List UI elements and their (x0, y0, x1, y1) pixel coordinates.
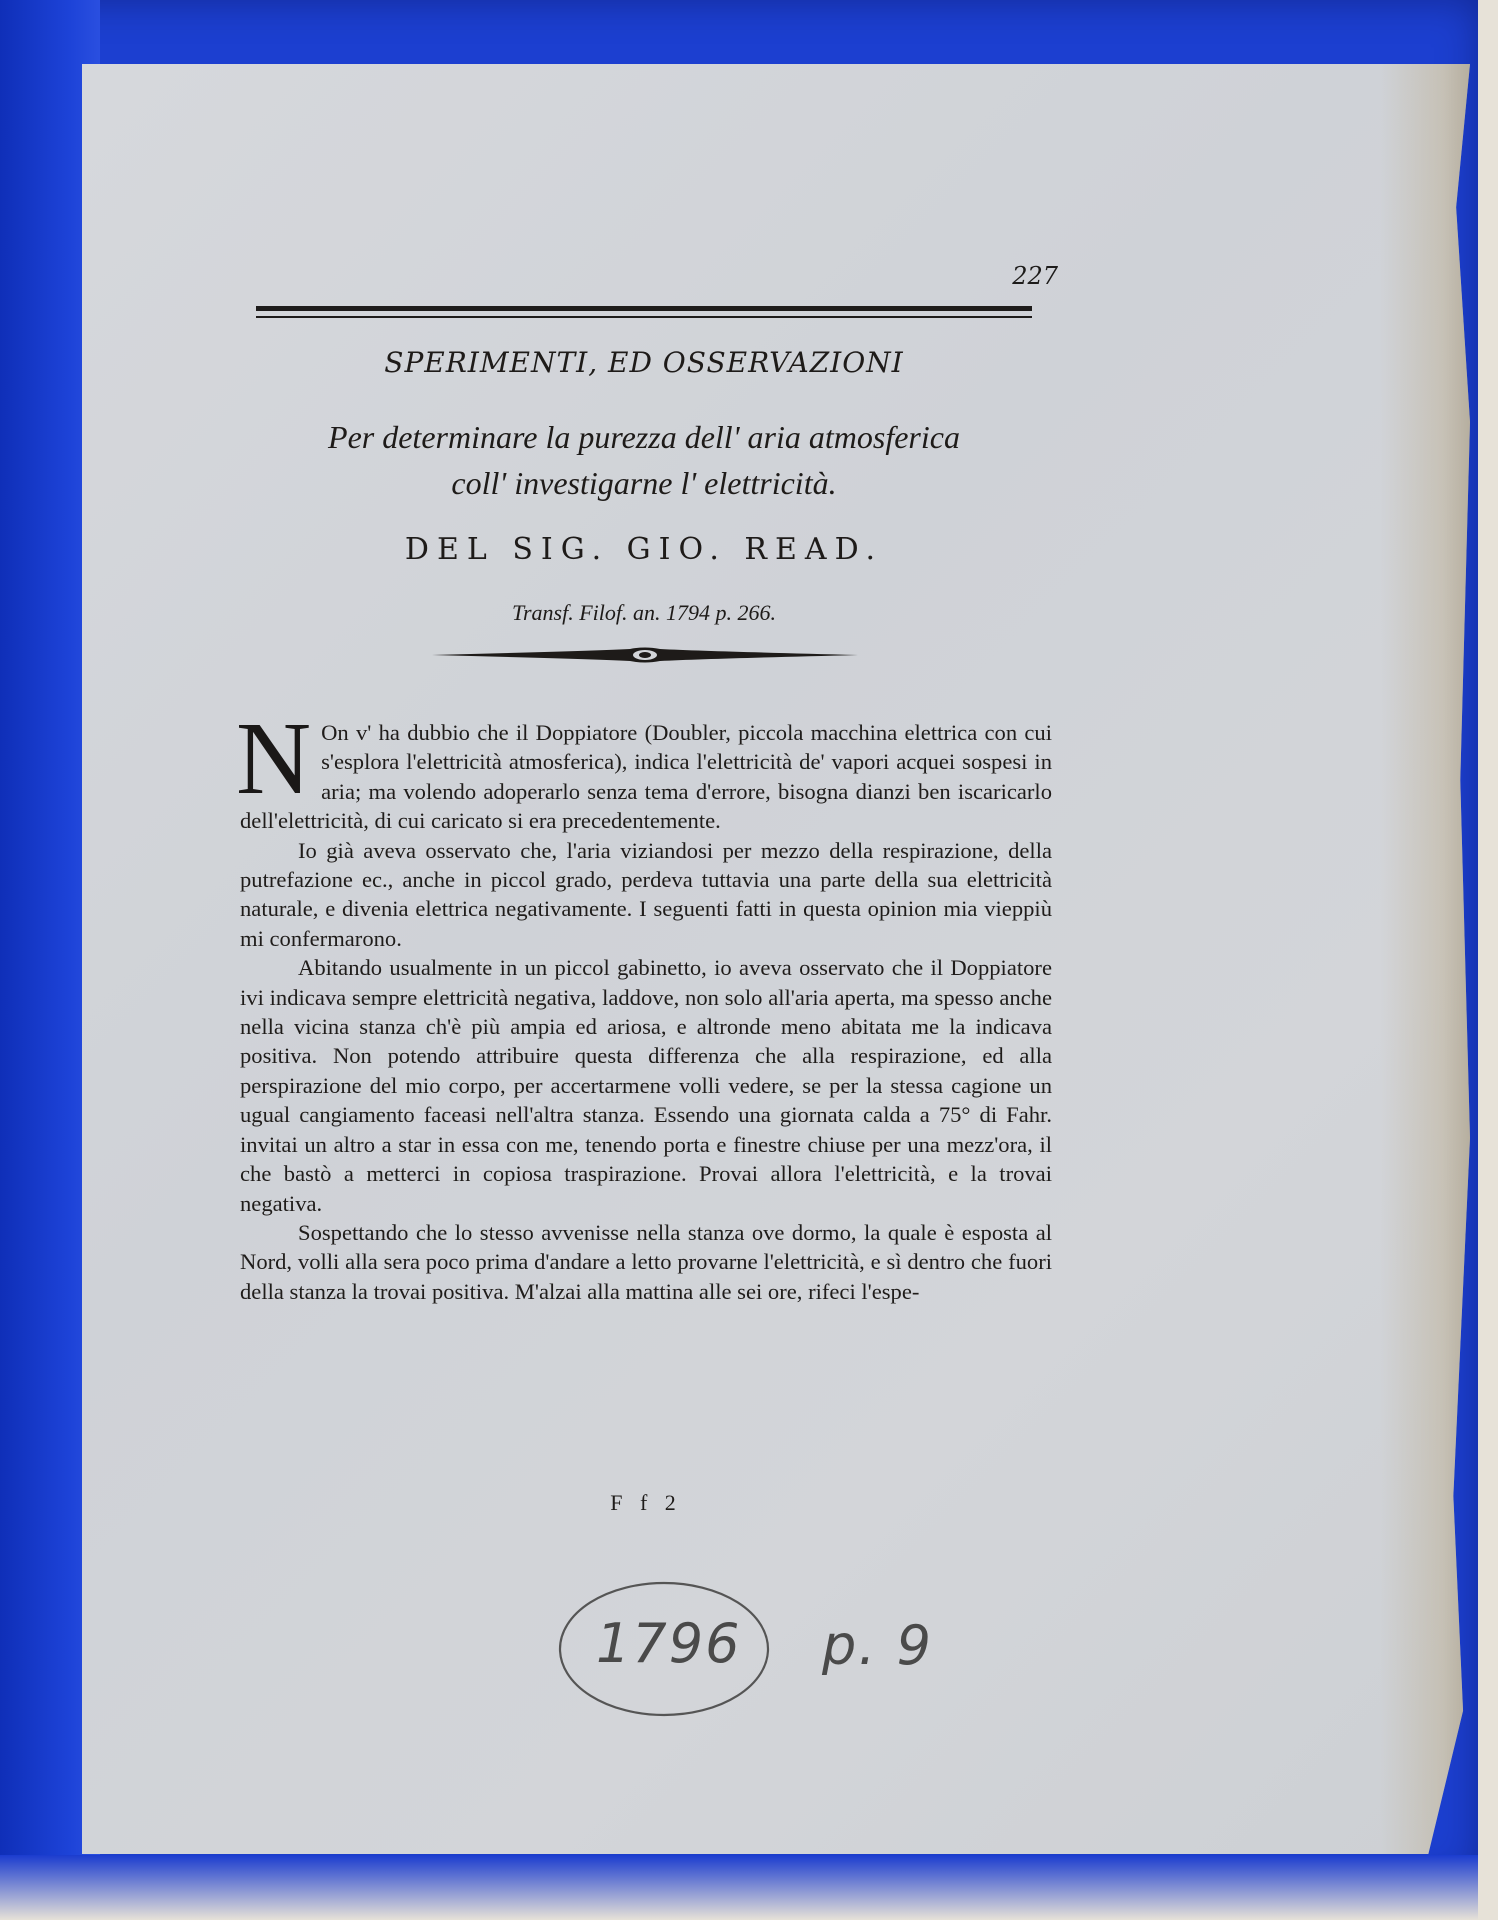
paragraph-2: Io già aveva osservato che, l'aria viziandosi per mezzo della respirazione, della putrefazione ec., anche in piccol grado, perdeva tuttavia una parte della sua elettricità naturale, e divenia elettrica negativamente. I seguenti fatti in questa opinion mia vieppiù mi confermarono. (240, 837, 1052, 951)
page-number: 227 (1012, 262, 1058, 290)
paragraph-1: On v' ha dubbio che il Doppiatore (Doubler, piccola macchina elettrica con cui s'esplora l'elettricità atmosferica), indica l'elettricità de' vapori acquei sospesi in aria; ma volendo adoperarlo senza tema d'errore, bisogna dianzi ben iscaricarlo dell'elettricità, di cui caricato si era precedentemente. (240, 720, 1052, 834)
handwritten-page: p. 9 (822, 1614, 933, 1677)
subtitle-line-2: coll' investigarne l' elettricità. (451, 465, 837, 501)
subtitle-line-1: Per determinare la purezza dell' aria atmosferica (328, 419, 960, 455)
signature-mark: F f 2 (610, 1490, 682, 1515)
drop-cap: N (236, 701, 312, 816)
article-citation: Transf. Filof. an. 1794 p. 266. (511, 600, 777, 625)
handwritten-year: 1796 (596, 1612, 742, 1675)
article-body (236, 701, 1052, 1306)
header-rule-thick (256, 306, 1032, 311)
header-rule-thin (256, 316, 1032, 318)
pencil-annotation (552, 1574, 972, 1724)
cover-bottom-edge (0, 1855, 1478, 1920)
article-subtitle (256, 414, 1032, 506)
paragraph-4: Sospettando che lo stesso avvenisse nella stanza ove dormo, la quale è esposta al Nord, volli alla sera poco prima d'andare a letto provarne l'elettricità, e sì dentro che fuori della stanza la trovai positiva. M'alzai alla mattina alle sei ore, rifeci l'espe- (240, 1219, 1052, 1304)
header-rule (256, 306, 1032, 320)
decorative-rule-ornament (430, 643, 860, 667)
paragraph-3: Abitando usualmente in un piccol gabinetto, io aveva osservato che il Doppiatore ivi indicava sempre elettricità negativa, laddove, non solo all'aria aperta, ma spesso anche nella vicina stanza ch'è più ampia ed ariosa, e altronde meno abitata me la indicava positiva. Non potendo attribuire questa differenza che alla respirazione, ed alla perspirazione del mio corpo, per accertarmene volli vedere, se per la stessa cagione un ugual cangiamento faceasi nell'altra stanza. Essendo una giornata calda a 75° di Fahr. invitai un altro a star in essa con me, tenendo porta e finestre chiuse per una mezz'ora, il che bastò a metterci in copiosa traspirazione. Provai allora l'elettricità, e la trovai negativa. (240, 955, 1052, 1216)
article-title: SPERIMENTI, ED OSSERVAZIONI (384, 346, 904, 379)
article-author: DEL SIG. GIO. READ. (404, 532, 884, 567)
